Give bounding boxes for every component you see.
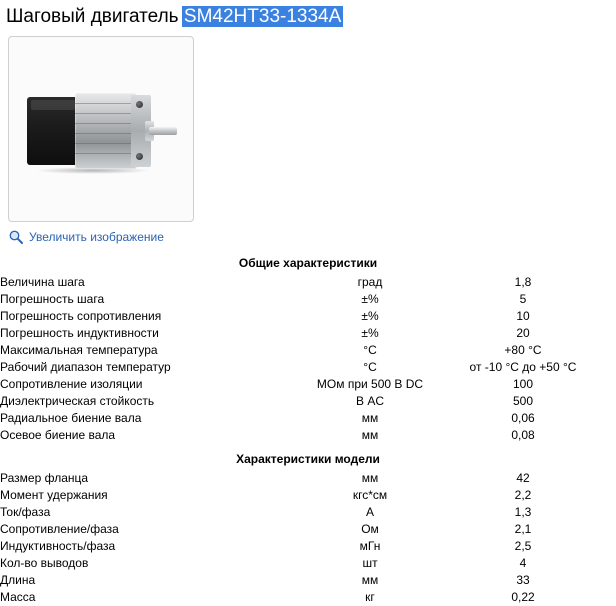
spec-name: Погрешность индуктивности: [0, 326, 159, 340]
spec-value: 1,8: [514, 275, 532, 289]
spec-unit: А: [365, 505, 374, 519]
product-image[interactable]: [8, 36, 194, 222]
spec-value: +80 °C: [504, 343, 542, 357]
table-row: [0, 308, 616, 325]
spec-value: 2,5: [514, 539, 532, 553]
spec-value: 33: [516, 573, 530, 587]
table-row: [0, 410, 616, 427]
spec-unit: шт: [362, 556, 378, 570]
spec-unit: мм: [361, 428, 379, 442]
table-row: [0, 504, 616, 521]
magnifier-icon: [8, 229, 24, 245]
table-row: [0, 521, 616, 538]
model-specs-table: [0, 470, 616, 606]
spec-value: 10: [516, 309, 530, 323]
table-row: [0, 572, 616, 589]
spec-name: Индуктивность/фаза: [0, 539, 116, 553]
spec-unit: ±%: [361, 292, 379, 306]
table-row: [0, 555, 616, 572]
motor-rear-body: [27, 97, 79, 165]
spec-unit: мм: [361, 573, 379, 587]
spec-name: Погрешность сопротивления: [0, 309, 162, 323]
spec-unit: кгс*см: [352, 488, 388, 502]
spec-unit: град: [357, 275, 383, 289]
spec-name: Сопротивление/фаза: [0, 522, 119, 536]
table-row: [0, 470, 616, 487]
zoom-image-row[interactable]: [8, 228, 616, 246]
section-heading-model: Характеристики модели: [236, 452, 380, 466]
table-row: [0, 538, 616, 555]
spec-value: от -10 °C до +50 °C: [469, 360, 577, 374]
spec-unit: В AC: [355, 394, 384, 408]
spec-unit: мГн: [359, 539, 381, 553]
spec-value: 0,22: [511, 590, 535, 604]
spec-unit: мм: [361, 471, 379, 485]
table-row: [0, 274, 616, 291]
spec-unit: мм: [361, 411, 379, 425]
spec-name: Диэлектрическая стойкость: [0, 394, 155, 408]
zoom-image-link[interactable]: Увеличить изображение: [29, 230, 164, 244]
spec-unit: кг: [365, 590, 375, 604]
spec-value: 0,06: [511, 411, 535, 425]
general-specs-table: [0, 274, 616, 444]
spec-name: Длина: [0, 573, 36, 587]
spec-unit: ±%: [361, 309, 379, 323]
product-model-highlight: SM42HT33-1334A: [183, 6, 342, 27]
spec-unit: °С: [363, 360, 377, 374]
motor-front-body: [75, 93, 137, 169]
spec-name: Погрешность шага: [0, 292, 105, 306]
spec-value: 20: [516, 326, 530, 340]
spec-name: Ток/фаза: [0, 505, 51, 519]
spec-value: 2,2: [514, 488, 532, 502]
spec-name: Величина шага: [0, 275, 85, 289]
table-row: [0, 427, 616, 444]
page-title: [0, 0, 616, 32]
spec-value: 42: [516, 471, 530, 485]
section-heading-general: Общие характеристики: [238, 256, 378, 270]
spec-unit: МОм при 500 В DC: [316, 377, 424, 391]
spec-name: Сопротивление изоляции: [0, 377, 143, 391]
spec-unit: °С: [363, 343, 377, 357]
spec-value: 2,1: [514, 522, 532, 536]
spec-name: Момент удержания: [0, 488, 108, 502]
spec-name: Размер фланца: [0, 471, 89, 485]
spec-name: Максимальная температура: [0, 343, 158, 357]
table-row: [0, 359, 616, 376]
table-row: [0, 393, 616, 410]
table-row: [0, 342, 616, 359]
table-row: [0, 589, 616, 606]
specifications: [0, 248, 616, 606]
table-row: [0, 291, 616, 308]
spec-value: 100: [512, 377, 534, 391]
stepper-motor-photo: [27, 93, 177, 169]
spec-name: Осевое биение вала: [0, 428, 116, 442]
spec-value: 500: [512, 394, 534, 408]
spec-name: Рабочий диапазон температур: [0, 360, 171, 374]
table-row: [0, 325, 616, 342]
spec-value: 4: [519, 556, 527, 570]
spec-name: Масса: [0, 590, 36, 604]
spec-value: 5: [519, 292, 527, 306]
page-title-prefix: Шаговый двигатель: [6, 6, 179, 27]
spec-name: Радиальное биение вала: [0, 411, 142, 425]
spec-value: 0,08: [511, 428, 535, 442]
spec-name: Кол-во выводов: [0, 556, 89, 570]
spec-unit: ±%: [361, 326, 379, 340]
table-row: [0, 376, 616, 393]
spec-unit: Ом: [361, 522, 379, 536]
table-row: [0, 487, 616, 504]
motor-shaft: [149, 127, 177, 135]
spec-value: 1,3: [514, 505, 532, 519]
